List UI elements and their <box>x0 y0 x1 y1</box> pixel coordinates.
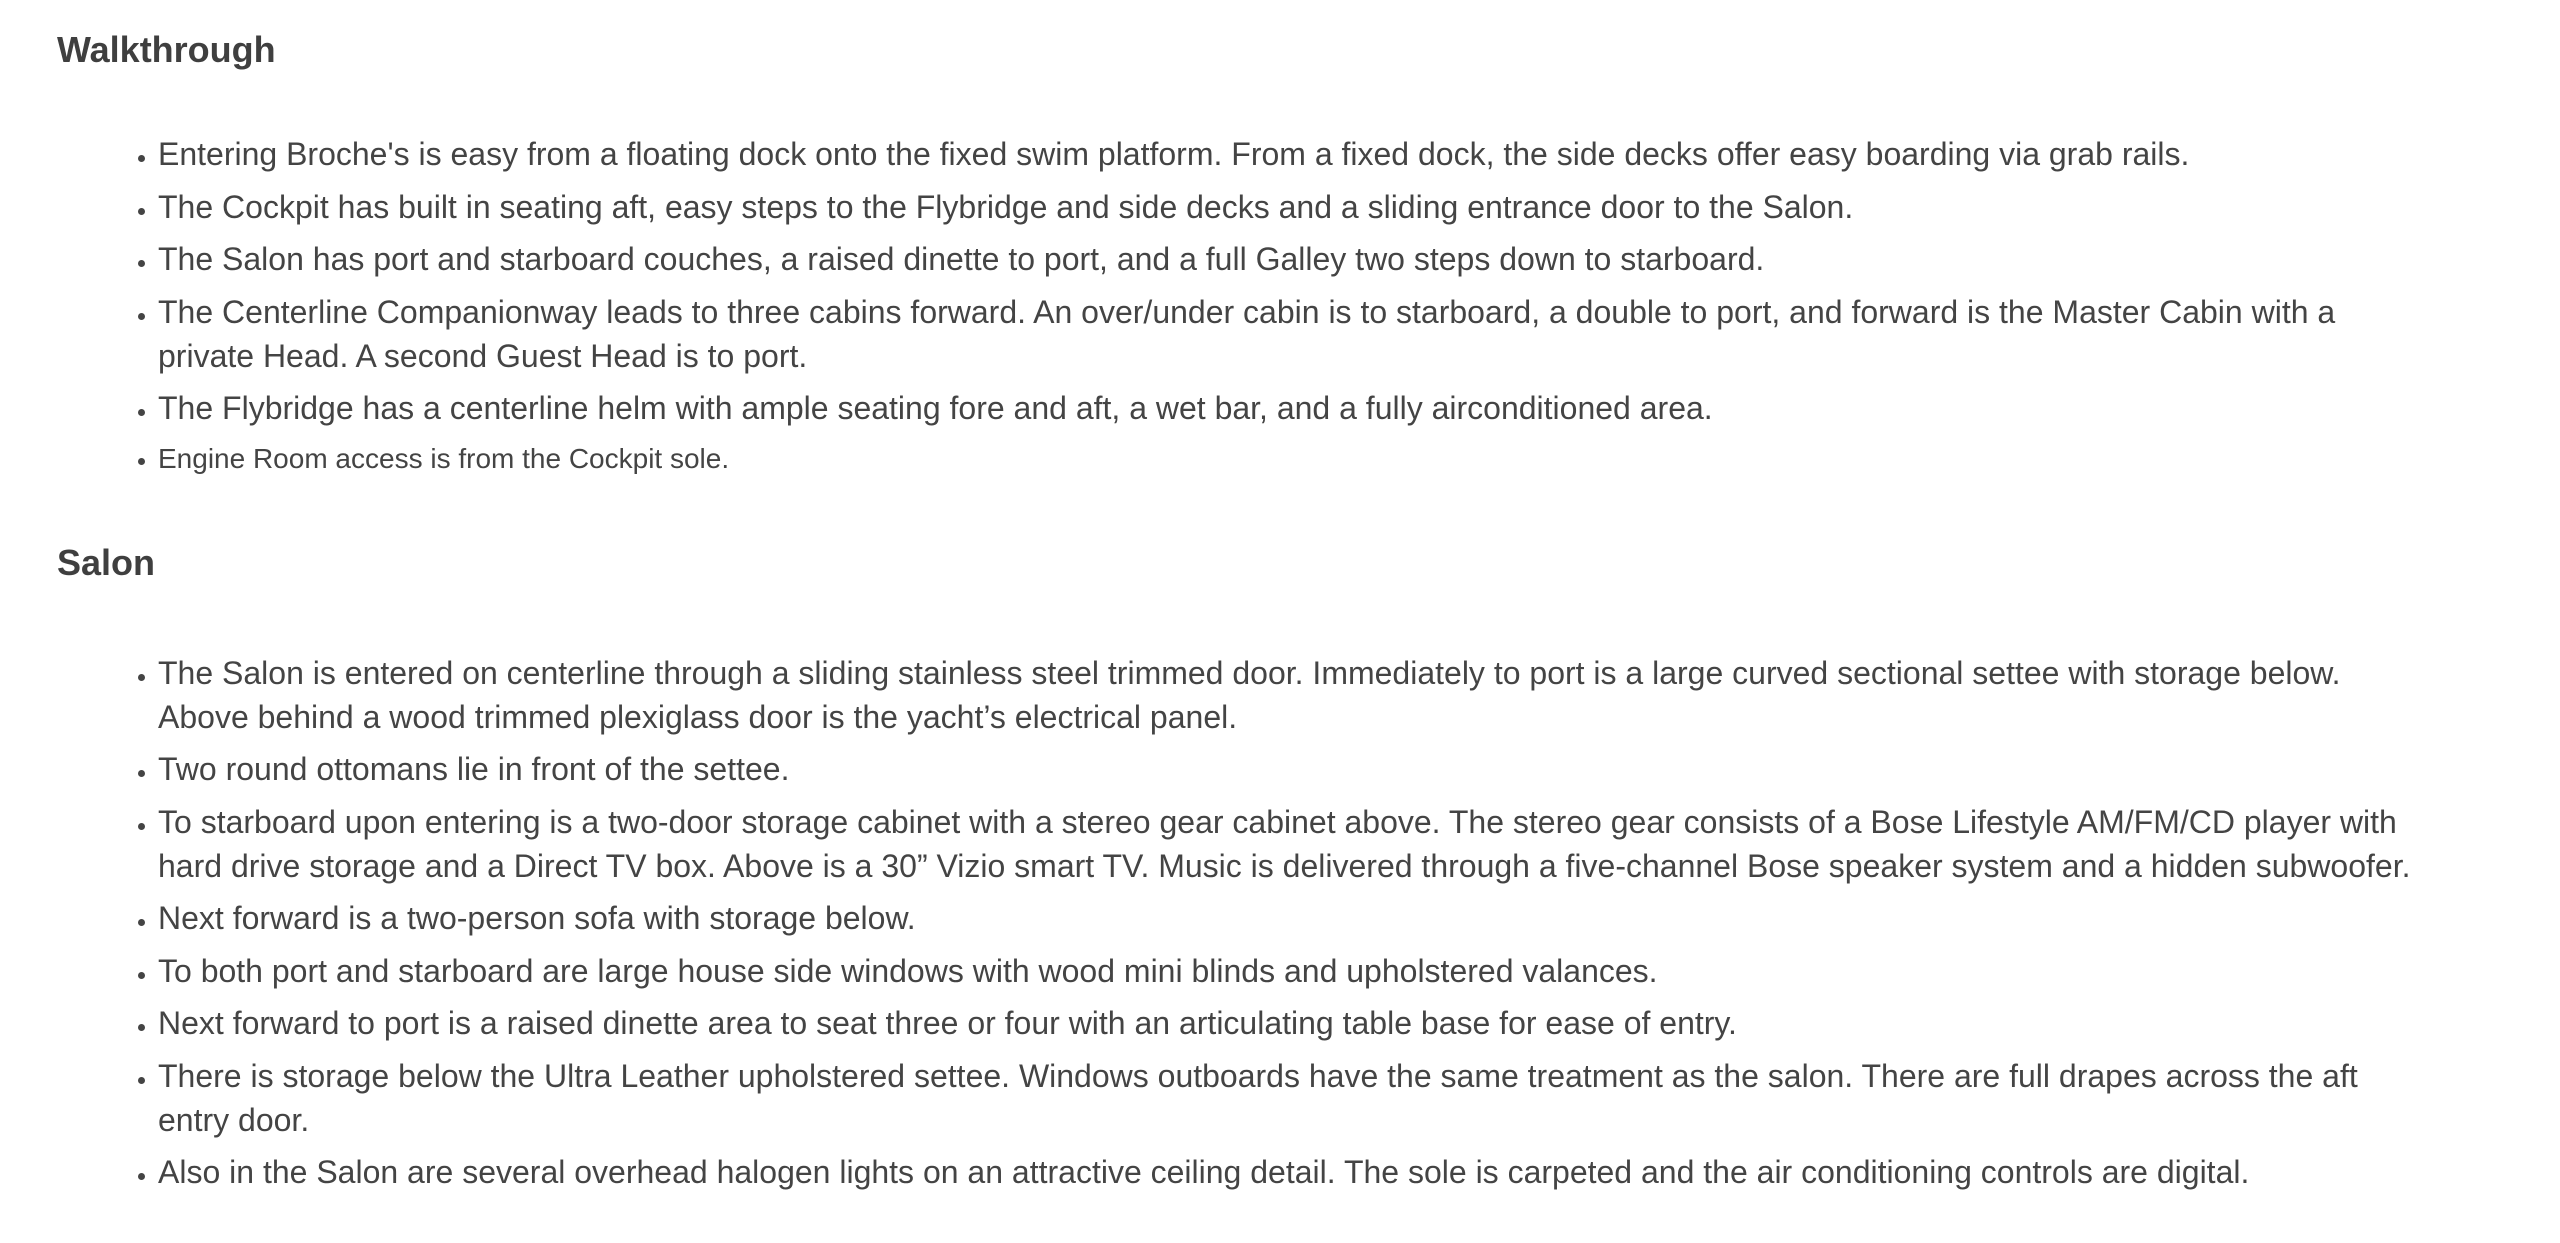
section-heading-walkthrough: Walkthrough <box>57 29 276 70</box>
list-item: • Two round ottomans lie in front of the settee. <box>158 747 2497 791</box>
walkthrough-list <box>57 132 2497 479</box>
list-item: • Also in the Salon are several overhead halogen lights on an attractive ceiling detail. The sole is carpeted and the air conditioning controls are digital. <box>158 1150 2497 1194</box>
section-heading-salon: Salon <box>57 541 156 583</box>
document-content <box>57 0 2497 1203</box>
walkthrough-section <box>57 28 2497 479</box>
list-item: • The Salon is entered on centerline through a sliding stainless steel trimmed door. Immediately to port is a large curved sectional settee with storage below. Above behind a wood trimmed plexiglass door is the yacht’s electrical panel. <box>158 651 2497 739</box>
list-item: • There is storage below the Ultra Leather upholstered settee. Windows outboards have the same treatment as the salon. There are full drapes across the aft entry door. <box>158 1054 2497 1142</box>
list-item: • The Flybridge has a centerline helm with ample seating fore and aft, a wet bar, and a fully airconditioned area. <box>158 386 2497 430</box>
list-item: • Next forward is a two-person sofa with storage below. <box>158 896 2497 940</box>
list-item: • To starboard upon entering is a two-door storage cabinet with a stereo gear cabinet above. The stereo gear consists of a Bose Lifestyle AM/FM/CD player with hard drive storage and a Direct TV box. Above is a 30” Vizio smart TV. Music is delivered through a five-channel Bose speaker system and a hidden subwoofer. <box>158 800 2497 888</box>
list-item: • Engine Room access is from the Cockpit sole. <box>158 439 2497 479</box>
list-item: • To both port and starboard are large house side windows with wood mini blinds and upholstered valances. <box>158 949 2497 993</box>
salon-list <box>57 651 2497 1195</box>
list-item: • Next forward to port is a raised dinette area to seat three or four with an articulating table base for ease of entry. <box>158 1001 2497 1045</box>
list-item: • The Cockpit has built in seating aft, easy steps to the Flybridge and side decks and a sliding entrance door to the Salon. <box>158 185 2497 229</box>
list-item: • The Centerline Companionway leads to three cabins forward. An over/under cabin is to starboard, a double to port, and forward is the Master Cabin with a private Head. A second Guest Head is to port. <box>158 290 2497 378</box>
salon-section <box>57 541 2497 1195</box>
list-item: • Entering Broche's is easy from a floating dock onto the fixed swim platform. From a fixed dock, the side decks offer easy boarding via grab rails. <box>158 132 2497 176</box>
list-item: • The Salon has port and starboard couches, a raised dinette to port, and a full Galley two steps down to starboard. <box>158 237 2497 281</box>
